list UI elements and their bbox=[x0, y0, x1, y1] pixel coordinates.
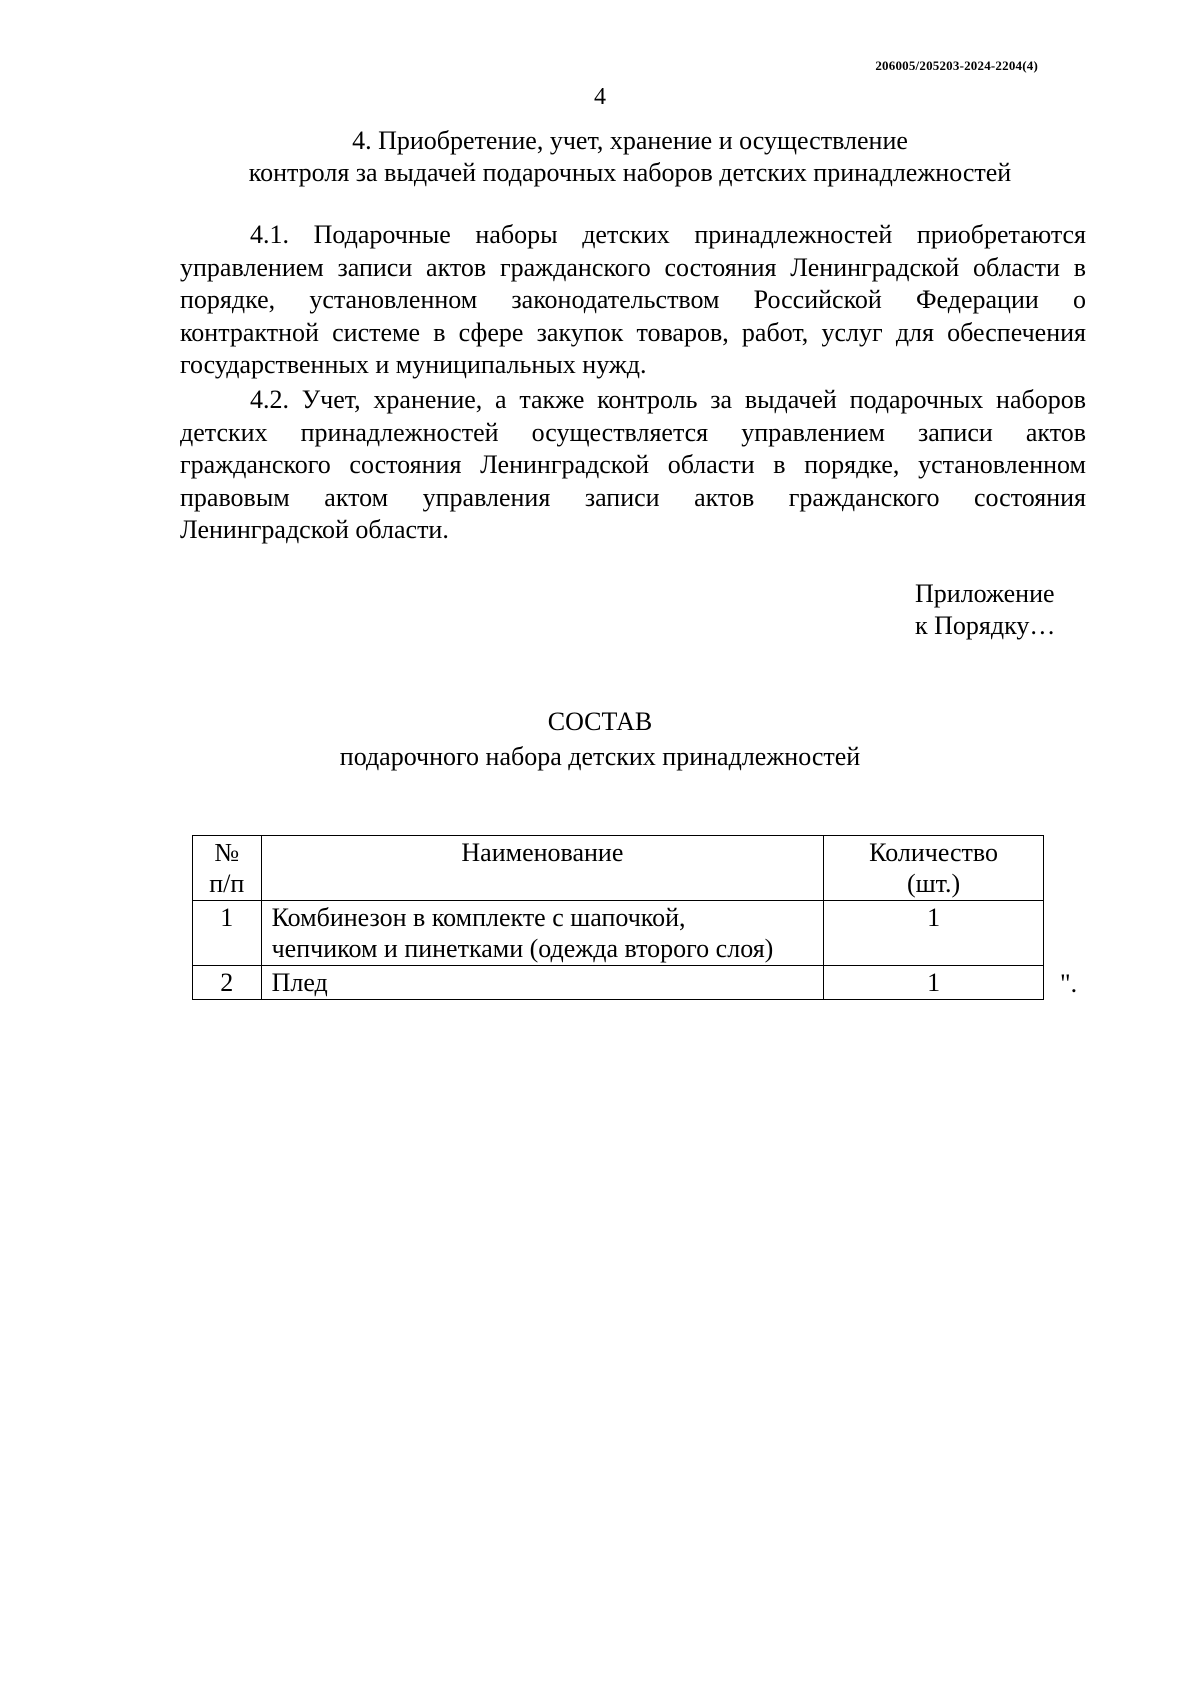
row-number: 1 bbox=[193, 901, 262, 966]
appendix-label bbox=[915, 578, 1055, 642]
paragraph-text: 4.2. Учет, хранение, а также контроль за выдачей подарочных наборов детских принадлежностей осуществляется управлением записи актов гражданского состояния Ленинградской области в порядке, установленном правовым актом управления записи актов гражданского состояния Ленинградской области. bbox=[180, 385, 1086, 544]
row-quantity: 1 bbox=[824, 966, 1044, 1000]
header-text: Наименование bbox=[461, 838, 624, 867]
header-text: № bbox=[214, 838, 240, 867]
table-header-row bbox=[193, 836, 1044, 901]
paragraph-text: 4.1. Подарочные наборы детских принадлежностей приобретаются управлением записи актов гражданского состояния Ленинградской области в порядке, установленном законодательством Российской Федерации о контрактной системе в сфере закупок товаров, работ, услуг для обеспечения государственных и муниципальных нужд. bbox=[180, 220, 1086, 379]
column-header-name bbox=[261, 836, 824, 901]
section-title-line-1: 4. Приобретение, учет, хранение и осуществление bbox=[352, 126, 908, 155]
document-code: 206005/205203-2024-2204(4) bbox=[875, 58, 1038, 73]
row-name-line: чепчиком и пинетками (одежда второго слоя) bbox=[271, 934, 774, 963]
paragraph-4-2 bbox=[180, 384, 1086, 547]
column-header-quantity bbox=[824, 836, 1044, 901]
row-number: 2 bbox=[193, 966, 262, 1000]
row-name bbox=[261, 966, 824, 1000]
composition-subtitle: подарочного набора детских принадлежностей bbox=[339, 742, 861, 771]
closing-quote: ". bbox=[1060, 969, 1078, 998]
page-number: 4 bbox=[594, 84, 606, 110]
row-name bbox=[261, 901, 824, 966]
header-text: п/п bbox=[209, 869, 245, 898]
composition-table bbox=[192, 835, 1044, 1000]
table-row bbox=[193, 966, 1044, 1000]
row-quantity: 1 bbox=[824, 901, 1044, 966]
paragraph-4-1 bbox=[180, 219, 1086, 382]
section-title bbox=[180, 125, 1080, 189]
table-row bbox=[193, 901, 1044, 966]
header-text: Количество bbox=[869, 838, 999, 867]
composition-title: СОСТАВ bbox=[547, 707, 653, 736]
header-text: (шт.) bbox=[906, 869, 961, 898]
appendix-line-1: Приложение bbox=[915, 579, 1055, 608]
row-name-line: Плед bbox=[271, 968, 328, 997]
column-header-number bbox=[193, 836, 262, 901]
section-title-line-2: контроля за выдачей подарочных наборов детских принадлежностей bbox=[248, 158, 1012, 187]
row-name-line: Комбинезон в комплекте с шапочкой, bbox=[271, 903, 686, 932]
appendix-line-2: к Порядку… bbox=[915, 611, 1056, 640]
